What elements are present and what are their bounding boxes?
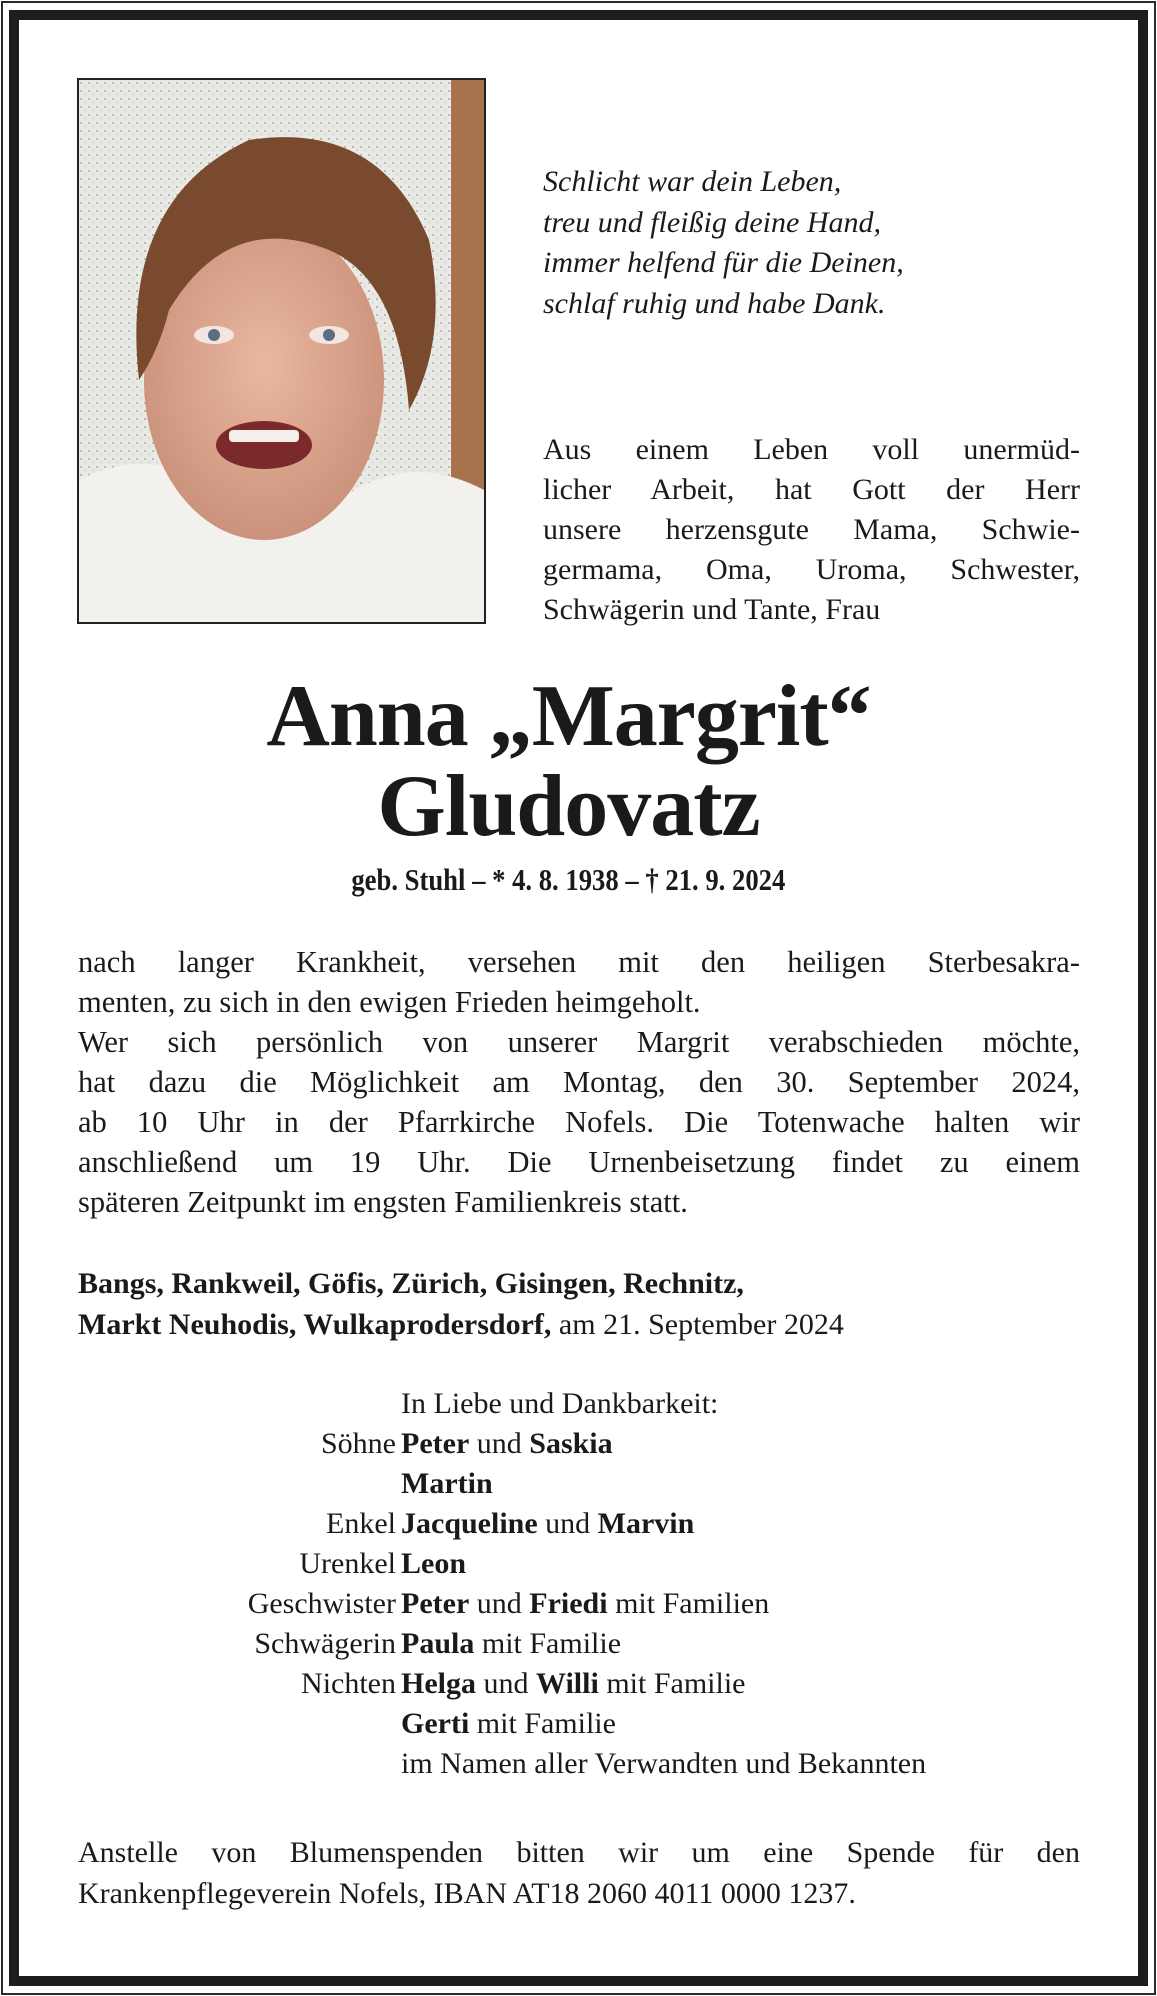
person-name: Leon <box>401 1547 467 1580</box>
signatory-row <box>78 1664 1080 1704</box>
person-name: Martin <box>401 1467 493 1500</box>
connector: und <box>537 1507 598 1540</box>
places-line <box>78 1263 844 1345</box>
intro-paragraph <box>543 430 1080 630</box>
body-line: anschließend um 19 Uhr. Die Urnenbeisetzung findet zu einem <box>78 1145 1080 1179</box>
life-dates <box>0 862 1137 898</box>
relation-label <box>78 1744 401 1784</box>
person-name: Marvin <box>597 1507 695 1540</box>
connector: mit Familie <box>474 1627 622 1660</box>
donation-line: Anstelle von Blumenspenden bitten wir um eine Spende für den <box>78 1836 1080 1869</box>
body-line: späteren Zeitpunkt im engsten Familienkreis statt. <box>78 1185 688 1219</box>
intro-line: licher Arbeit, hat Gott der Herr <box>543 473 1080 506</box>
relation-label: Schwägerin <box>254 1627 396 1660</box>
intro-line: Aus einem Leben voll unermüd- <box>543 433 1080 466</box>
poem-line: Schlicht war dein Leben, <box>543 165 842 198</box>
relation-label: Enkel <box>326 1507 396 1540</box>
connector: mit Familien <box>607 1587 770 1620</box>
connector: mit Familie <box>469 1707 616 1740</box>
intro-line: Schwägerin und Tante, Frau <box>543 593 881 626</box>
poem-line: treu und fleißig deine Hand, <box>543 205 881 239</box>
deceased-name-first: Anna „Margrit“ <box>266 668 871 765</box>
person-name: Saskia <box>529 1427 613 1460</box>
poem-line: immer helfend für die Deinen, <box>543 246 904 279</box>
person-name: Helga <box>401 1667 476 1700</box>
places-bold: Markt Neuhodis, Wulkaprodersdorf, <box>78 1308 552 1341</box>
intro-line: germama, Oma, Uroma, Schwester, <box>543 553 1080 586</box>
donation-note <box>78 1832 1080 1914</box>
relation-label: Urenkel <box>299 1547 396 1580</box>
signatory-row <box>78 1584 1080 1624</box>
person-name: Willi <box>536 1667 599 1700</box>
signatory-row <box>78 1424 1080 1464</box>
closing-line: im Namen aller Verwandten und Bekannten <box>401 1747 927 1780</box>
donation-line: Krankenpflegeverein Nofels, IBAN AT18 2060 4011 0000 1237. <box>78 1877 856 1910</box>
signatory-row <box>78 1464 1080 1504</box>
body-line: ab 10 Uhr in der Pfarrkirche Nofels. Die Totenwache halten wir <box>78 1105 1080 1139</box>
person-name: Peter <box>401 1427 470 1460</box>
person-name: Paula <box>401 1627 475 1660</box>
body-text <box>78 942 1080 1222</box>
intro-line: unsere herzensgute Mama, Schwie- <box>543 513 1080 546</box>
relation-label: Nichten <box>301 1667 396 1700</box>
signatory-row <box>78 1504 1080 1544</box>
signatories-heading: In Liebe und Dankbarkeit: <box>401 1387 719 1420</box>
signatories <box>78 1384 1080 1784</box>
relation-label: Geschwister <box>247 1587 396 1620</box>
body-line: hat dazu die Möglichkeit am Montag, den 30. September 2024, <box>78 1065 1080 1099</box>
relation-label <box>78 1464 401 1504</box>
places-line-1: Bangs, Rankweil, Göfis, Zürich, Gisingen, Rechnitz, <box>78 1267 744 1300</box>
poem-line: schlaf ruhig und habe Dank. <box>543 286 886 320</box>
signatory-row <box>78 1744 1080 1784</box>
signatory-row <box>78 1544 1080 1584</box>
relation-label <box>78 1704 401 1744</box>
connector: und <box>469 1587 530 1620</box>
person-name: Peter <box>401 1587 470 1620</box>
places-line-2 <box>78 1304 844 1345</box>
deceased-name-last: Gludovatz <box>377 758 760 855</box>
person-name: Gerti <box>401 1707 470 1740</box>
places-date: am 21. September 2024 <box>551 1308 844 1341</box>
signatory-row <box>78 1624 1080 1664</box>
body-line: Wer sich persönlich von unserer Margrit verabschieden möchte, <box>78 1025 1080 1059</box>
portrait-photo <box>77 78 486 624</box>
connector: und <box>476 1667 536 1700</box>
life-dates-text: geb. Stuhl – * 4. 8. 1938 – † 21. 9. 2024 <box>351 862 786 897</box>
connector: mit Familie <box>598 1667 746 1700</box>
connector: und <box>469 1427 530 1460</box>
poem <box>543 162 904 324</box>
person-name: Friedi <box>529 1587 608 1620</box>
signatory-row <box>78 1704 1080 1744</box>
body-line: menten, zu sich in den ewigen Frieden heimgeholt. <box>78 985 701 1019</box>
person-name: Jacqueline <box>401 1507 538 1540</box>
body-line: nach langer Krankheit, versehen mit den heiligen Sterbesakra- <box>78 945 1080 979</box>
relation-label: Söhne <box>321 1427 396 1460</box>
